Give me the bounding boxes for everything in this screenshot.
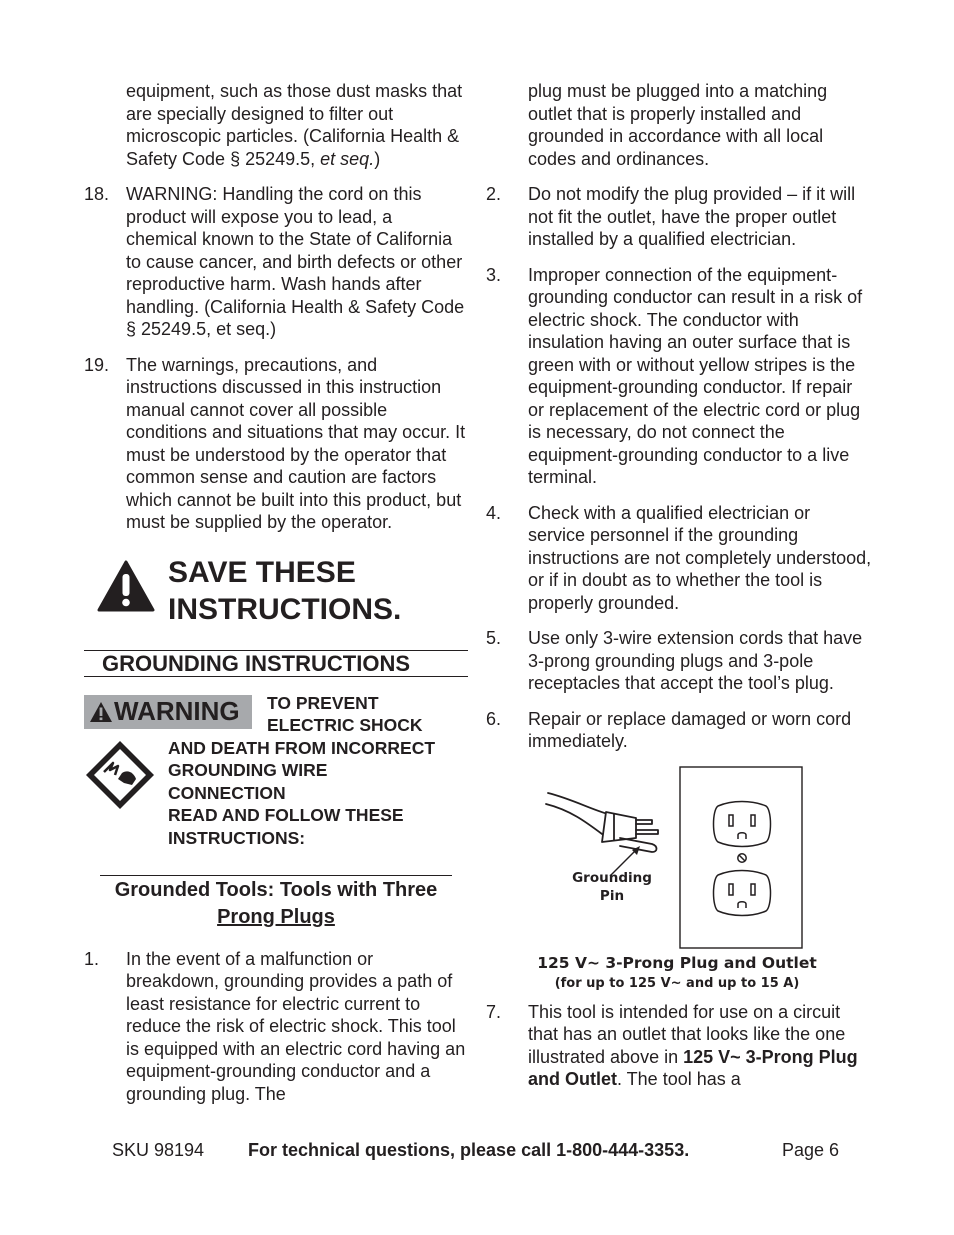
plug-outlet-illustration xyxy=(486,766,872,994)
item-number: 4. xyxy=(486,502,502,523)
item-text: WARNING: Handling the cord on this product will expose you to lead, a chemical known to the State of California to cause cancer, and birth defects or other reproductive harm. Wash hands after handling. (California Health & Safety Code § 25249.5, et seq.) xyxy=(126,184,465,339)
list-item-5 xyxy=(486,627,872,695)
list-item-3 xyxy=(486,264,872,489)
warning-badge: WARNING xyxy=(84,695,252,729)
item-number: 3. xyxy=(486,264,502,285)
item-1-continuation: plug must be plugged into a matching outlet that is properly installed and grounded in accordance with all local codes and ordinances. xyxy=(528,81,828,169)
right-column xyxy=(486,80,872,1104)
warning-block xyxy=(84,692,468,862)
item-text: This tool is intended for use on a circuit that has an outlet that looks like the one illustrated above in 125 V~ 3-Prong Plug and Outlet. The tool has a xyxy=(528,1001,858,1089)
save-instructions-block xyxy=(84,556,468,636)
item-number: 2. xyxy=(486,184,502,204)
list-item-7 xyxy=(486,1001,872,1091)
list-item-19 xyxy=(84,354,468,534)
save-instructions-title: SAVE THESE INSTRUCTIONS. xyxy=(168,555,402,626)
warning-text-top: TO PREVENT ELECTRIC SHOCK xyxy=(267,692,423,735)
item-number: 18. xyxy=(84,184,110,204)
list-item-1 xyxy=(84,948,468,1106)
item-number: 5. xyxy=(486,628,502,648)
plug-icon xyxy=(546,793,658,852)
item-number: 7. xyxy=(486,1001,502,1022)
left-column xyxy=(84,80,468,1118)
grounding-pin-label: Grounding xyxy=(572,869,652,886)
grounding-pin-label-2: Pin xyxy=(599,887,625,904)
warning-text-body: AND DEATH FROM INCORRECT GROUNDING WIRE CONNECTION READ AND FOLLOW THESE INSTRUCTIONS: xyxy=(168,737,436,848)
figure-subcaption: (for up to 125 V~ and up to 15 A) xyxy=(554,975,800,991)
tech-support-text: For technical questions, please call 1-800-444-3353. xyxy=(248,1140,690,1160)
item-17-continuation: equipment, such as those dust masks that are specially designed to filter out microscopic particles. (California Health & Safety Code § 25249.5, et seq.) xyxy=(126,81,463,169)
page-number: Page 6 xyxy=(782,1140,840,1160)
plug-outlet-figure xyxy=(486,766,872,994)
grounding-heading: GROUNDING INSTRUCTIONS xyxy=(84,650,468,677)
list-item-18 xyxy=(84,183,468,341)
item-text: Repair or replace damaged or worn cord immediately. xyxy=(528,708,852,751)
item-text: Check with a qualified electrician or service personnel if the grounding instructions are not completely understood, or if in doubt as to whether the tool is properly grounded. xyxy=(528,502,872,613)
item-text: Improper connection of the equipment-grounding conductor can result in a risk of electric shock. The conductor with insulation having an outer surface that is green with or without yellow stripes is the equipment-grounding conductor. If repair or replacement of the electric cord or plug is necessary, do not connect the equipment-grounding conductor to a live terminal. xyxy=(528,264,863,487)
item-text: In the event of a malfunction or breakdown, grounding provides a path of least resistance for electric current to reduce the risk of electric shock. This tool is equipped with an electric cord having an equipment-grounding conductor and a grounding plug. The xyxy=(126,948,466,1104)
item-number: 1. xyxy=(84,948,100,969)
grounded-tools-subheading: Grounded Tools: Tools with Three Prong Plugs xyxy=(100,875,452,931)
list-item-4 xyxy=(486,502,872,615)
figure-caption: 125 V~ 3-Prong Plug and Outlet xyxy=(537,953,817,972)
item-text: Use only 3-wire extension cords that have 3-prong grounding plugs and 3-pole receptacles that accept the tool’s plug. xyxy=(528,628,863,693)
item-text: Do not modify the plug provided – if it will not fit the outlet, have the proper outlet installed by a qualified electrician. xyxy=(528,184,856,249)
warning-triangle-icon xyxy=(89,701,113,723)
warning-triangle-icon xyxy=(97,560,155,612)
list-item-2 xyxy=(486,183,872,251)
item-number: 6. xyxy=(486,708,502,729)
item-number: 19. xyxy=(84,354,110,375)
item-text: The warnings, precautions, and instructions discussed in this instruction manual cannot cover all possible conditions and situations that may occur. It must be understood by the operator that common sense and caution are factors which cannot be built into this product, but must be supplied by the operator. xyxy=(126,354,466,532)
electric-shock-icon xyxy=(84,739,156,811)
list-item-6 xyxy=(486,708,872,753)
sku-label: SKU 98194 xyxy=(112,1140,205,1160)
